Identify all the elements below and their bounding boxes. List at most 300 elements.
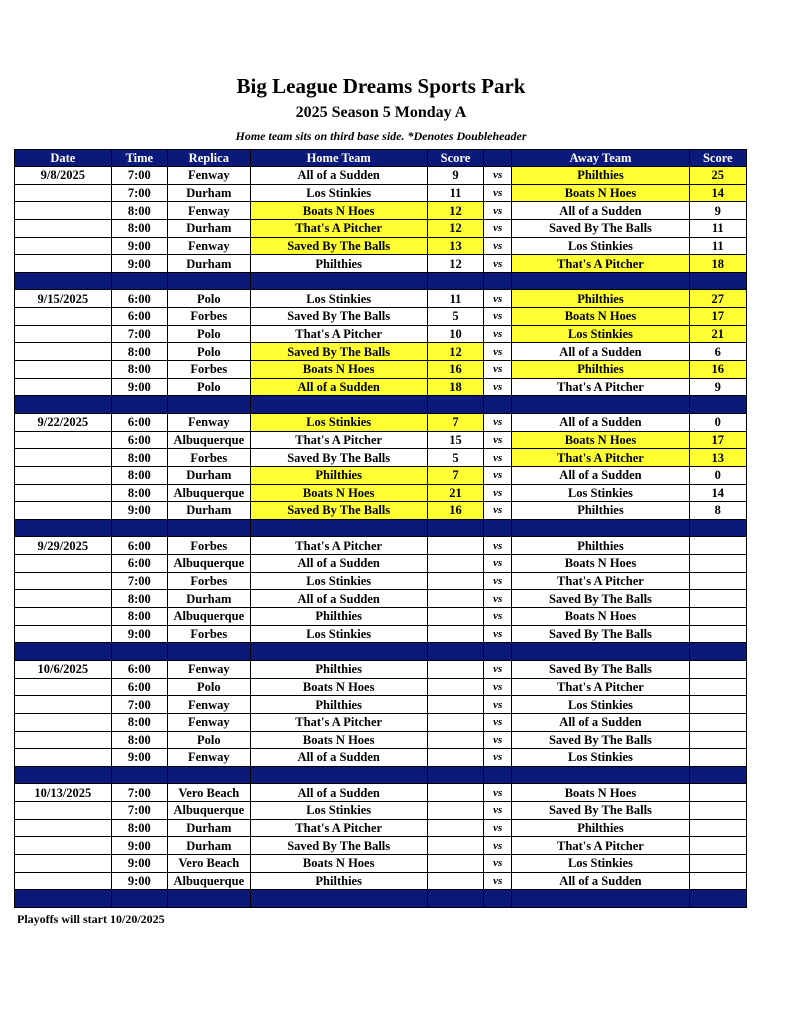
away-team: All of a Sudden	[512, 466, 689, 484]
field-replica: Albuquerque	[168, 484, 251, 502]
field-replica: Forbes	[168, 361, 251, 379]
date-cell-empty	[15, 872, 112, 890]
away-team: Los Stinkies	[512, 854, 689, 872]
away-team: All of a Sudden	[512, 202, 689, 220]
header-date: Date	[15, 150, 112, 167]
home-score: 12	[427, 219, 483, 237]
separator-cell	[512, 890, 689, 908]
date-cell-empty	[15, 449, 112, 467]
game-row	[15, 784, 747, 802]
date-cell-empty	[15, 202, 112, 220]
game-row	[15, 466, 747, 484]
schedule-table	[14, 149, 747, 908]
home-score: 12	[427, 202, 483, 220]
home-team: Philthies	[250, 660, 427, 678]
separator-cell	[111, 643, 167, 661]
home-team: Philthies	[250, 872, 427, 890]
away-score	[689, 537, 746, 555]
vs-label: vs	[484, 237, 512, 255]
field-replica: Polo	[168, 678, 251, 696]
separator-cell	[512, 766, 689, 784]
vs-label: vs	[484, 854, 512, 872]
separator-cell	[168, 766, 251, 784]
vs-label: vs	[484, 731, 512, 749]
field-replica: Fenway	[168, 237, 251, 255]
home-team: Los Stinkies	[250, 572, 427, 590]
away-team: Philthies	[512, 361, 689, 379]
separator-cell	[484, 396, 512, 414]
home-team: Saved By The Balls	[250, 837, 427, 855]
away-score: 11	[689, 219, 746, 237]
game-row	[15, 819, 747, 837]
home-score: 12	[427, 255, 483, 273]
home-team: That's A Pitcher	[250, 219, 427, 237]
home-score	[427, 678, 483, 696]
away-score: 14	[689, 484, 746, 502]
date-cell-empty	[15, 572, 112, 590]
away-score: 8	[689, 502, 746, 520]
separator-cell	[250, 890, 427, 908]
field-replica: Polo	[168, 343, 251, 361]
home-score: 11	[427, 290, 483, 308]
home-team: Los Stinkies	[250, 184, 427, 202]
game-time: 8:00	[111, 449, 167, 467]
away-team: Philthies	[512, 290, 689, 308]
game-time: 6:00	[111, 660, 167, 678]
page-subtitle: 2025 Season 5 Monday A	[295, 104, 467, 121]
date-cell-empty	[15, 590, 112, 608]
game-time: 6:00	[111, 537, 167, 555]
separator-cell	[250, 766, 427, 784]
field-replica: Forbes	[168, 449, 251, 467]
field-replica: Albuquerque	[168, 431, 251, 449]
vs-label: vs	[484, 325, 512, 343]
week-separator	[15, 272, 747, 290]
field-replica: Polo	[168, 325, 251, 343]
separator-cell	[250, 519, 427, 537]
away-score	[689, 854, 746, 872]
game-time: 7:00	[111, 696, 167, 714]
header-replica: Replica	[168, 150, 251, 167]
away-team: Saved By The Balls	[512, 731, 689, 749]
field-replica: Forbes	[168, 572, 251, 590]
vs-label: vs	[484, 784, 512, 802]
home-score: 13	[427, 237, 483, 255]
field-replica: Vero Beach	[168, 854, 251, 872]
vs-label: vs	[484, 255, 512, 273]
vs-label: vs	[484, 802, 512, 820]
game-time: 7:00	[111, 802, 167, 820]
game-time: 8:00	[111, 713, 167, 731]
away-score	[689, 555, 746, 573]
game-row	[15, 361, 747, 379]
away-team: Philthies	[512, 502, 689, 520]
date-cell-empty	[15, 343, 112, 361]
date-cell-empty	[15, 749, 112, 767]
game-row	[15, 555, 747, 573]
game-time: 6:00	[111, 678, 167, 696]
week-separator	[15, 890, 747, 908]
week-separator	[15, 643, 747, 661]
vs-label: vs	[484, 572, 512, 590]
home-score	[427, 555, 483, 573]
vs-label: vs	[484, 167, 512, 185]
game-time: 9:00	[111, 854, 167, 872]
field-replica: Durham	[168, 837, 251, 855]
game-row	[15, 184, 747, 202]
away-team: Los Stinkies	[512, 749, 689, 767]
date-cell-empty	[15, 696, 112, 714]
schedule-body	[15, 167, 747, 908]
away-team: Saved By The Balls	[512, 802, 689, 820]
field-replica: Forbes	[168, 625, 251, 643]
vs-label: vs	[484, 696, 512, 714]
game-time: 9:00	[111, 502, 167, 520]
home-team: Boats N Hoes	[250, 854, 427, 872]
home-score: 10	[427, 325, 483, 343]
separator-cell	[484, 643, 512, 661]
away-team: Philthies	[512, 537, 689, 555]
home-team: Philthies	[250, 255, 427, 273]
header-home-score: Score	[427, 150, 483, 167]
separator-cell	[15, 643, 112, 661]
separator-cell	[427, 519, 483, 537]
home-score	[427, 608, 483, 626]
separator-cell	[484, 272, 512, 290]
game-row	[15, 749, 747, 767]
game-time: 7:00	[111, 184, 167, 202]
home-team: Saved By The Balls	[250, 343, 427, 361]
game-time: 8:00	[111, 484, 167, 502]
away-score: 11	[689, 237, 746, 255]
field-replica: Vero Beach	[168, 784, 251, 802]
home-score	[427, 590, 483, 608]
away-score: 25	[689, 167, 746, 185]
date-cell-empty	[15, 361, 112, 379]
date-cell-empty	[15, 837, 112, 855]
away-score	[689, 572, 746, 590]
date-cell-empty	[15, 713, 112, 731]
home-score: 12	[427, 343, 483, 361]
away-score	[689, 713, 746, 731]
separator-cell	[427, 766, 483, 784]
separator-cell	[15, 396, 112, 414]
home-score: 9	[427, 167, 483, 185]
vs-label: vs	[484, 660, 512, 678]
away-team: Philthies	[512, 167, 689, 185]
home-score	[427, 872, 483, 890]
home-score	[427, 660, 483, 678]
home-team: All of a Sudden	[250, 590, 427, 608]
away-team: All of a Sudden	[512, 872, 689, 890]
separator-cell	[689, 890, 746, 908]
away-team: Saved By The Balls	[512, 219, 689, 237]
header-row	[15, 150, 747, 167]
away-team: Los Stinkies	[512, 237, 689, 255]
separator-cell	[484, 519, 512, 537]
separator-cell	[427, 643, 483, 661]
game-time: 7:00	[111, 784, 167, 802]
home-score	[427, 802, 483, 820]
date-cell-empty	[15, 678, 112, 696]
field-replica: Albuquerque	[168, 872, 251, 890]
away-team: All of a Sudden	[512, 713, 689, 731]
game-time: 8:00	[111, 202, 167, 220]
home-team: That's A Pitcher	[250, 325, 427, 343]
game-row	[15, 837, 747, 855]
date-cell-empty	[15, 608, 112, 626]
home-team: All of a Sudden	[250, 555, 427, 573]
game-row	[15, 537, 747, 555]
game-time: 6:00	[111, 308, 167, 326]
date-cell-empty	[15, 625, 112, 643]
separator-cell	[484, 766, 512, 784]
separator-cell	[250, 272, 427, 290]
game-time: 9:00	[111, 237, 167, 255]
away-score	[689, 872, 746, 890]
home-score	[427, 819, 483, 837]
vs-label: vs	[484, 555, 512, 573]
vs-label: vs	[484, 502, 512, 520]
separator-cell	[168, 396, 251, 414]
field-replica: Polo	[168, 378, 251, 396]
game-row	[15, 660, 747, 678]
home-team: Saved By The Balls	[250, 449, 427, 467]
date-cell-empty	[15, 219, 112, 237]
game-time: 9:00	[111, 378, 167, 396]
away-team: Boats N Hoes	[512, 784, 689, 802]
game-time: 8:00	[111, 731, 167, 749]
away-score	[689, 590, 746, 608]
week-date: 9/8/2025	[15, 167, 112, 185]
away-team: That's A Pitcher	[512, 378, 689, 396]
separator-cell	[427, 890, 483, 908]
away-score	[689, 608, 746, 626]
date-cell-empty	[15, 255, 112, 273]
week-date: 10/13/2025	[15, 784, 112, 802]
home-team: Saved By The Balls	[250, 237, 427, 255]
home-team: Philthies	[250, 608, 427, 626]
vs-label: vs	[484, 819, 512, 837]
away-score	[689, 749, 746, 767]
away-score: 17	[689, 308, 746, 326]
game-row	[15, 325, 747, 343]
home-score	[427, 784, 483, 802]
away-score: 16	[689, 361, 746, 379]
home-team: All of a Sudden	[250, 167, 427, 185]
home-team: Boats N Hoes	[250, 484, 427, 502]
date-cell-empty	[15, 854, 112, 872]
home-team: Philthies	[250, 696, 427, 714]
vs-label: vs	[484, 484, 512, 502]
home-score	[427, 837, 483, 855]
away-team: That's A Pitcher	[512, 255, 689, 273]
field-replica: Albuquerque	[168, 802, 251, 820]
vs-label: vs	[484, 625, 512, 643]
vs-label: vs	[484, 202, 512, 220]
vs-label: vs	[484, 749, 512, 767]
vs-label: vs	[484, 537, 512, 555]
home-score: 15	[427, 431, 483, 449]
vs-label: vs	[484, 449, 512, 467]
field-replica: Fenway	[168, 713, 251, 731]
game-time: 8:00	[111, 219, 167, 237]
home-score: 21	[427, 484, 483, 502]
separator-cell	[168, 890, 251, 908]
away-score: 9	[689, 202, 746, 220]
field-replica: Fenway	[168, 413, 251, 431]
away-team: That's A Pitcher	[512, 837, 689, 855]
field-replica: Durham	[168, 184, 251, 202]
home-score: 7	[427, 466, 483, 484]
home-team: Los Stinkies	[250, 413, 427, 431]
field-replica: Durham	[168, 255, 251, 273]
separator-cell	[689, 396, 746, 414]
week-date: 9/22/2025	[15, 413, 112, 431]
date-cell-empty	[15, 731, 112, 749]
separator-cell	[484, 890, 512, 908]
separator-cell	[111, 272, 167, 290]
away-team: Los Stinkies	[512, 325, 689, 343]
date-cell-empty	[15, 184, 112, 202]
game-row	[15, 678, 747, 696]
week-date: 9/29/2025	[15, 537, 112, 555]
separator-cell	[15, 890, 112, 908]
home-score	[427, 625, 483, 643]
game-time: 6:00	[111, 290, 167, 308]
home-score	[427, 537, 483, 555]
vs-label: vs	[484, 608, 512, 626]
header-away-score: Score	[689, 150, 746, 167]
home-score	[427, 696, 483, 714]
date-cell-empty	[15, 378, 112, 396]
away-score: 21	[689, 325, 746, 343]
away-score: 18	[689, 255, 746, 273]
game-row	[15, 167, 747, 185]
date-cell-empty	[15, 484, 112, 502]
away-team: Boats N Hoes	[512, 308, 689, 326]
separator-cell	[15, 766, 112, 784]
home-score: 5	[427, 308, 483, 326]
away-score: 0	[689, 413, 746, 431]
game-row	[15, 802, 747, 820]
away-score	[689, 696, 746, 714]
game-time: 6:00	[111, 555, 167, 573]
game-row	[15, 308, 747, 326]
separator-cell	[168, 272, 251, 290]
away-team: Saved By The Balls	[512, 590, 689, 608]
home-score: 5	[427, 449, 483, 467]
game-row	[15, 484, 747, 502]
away-team: Boats N Hoes	[512, 608, 689, 626]
game-time: 9:00	[111, 749, 167, 767]
date-cell-empty	[15, 431, 112, 449]
game-row	[15, 378, 747, 396]
home-team: Saved By The Balls	[250, 308, 427, 326]
home-team: Philthies	[250, 466, 427, 484]
home-score	[427, 749, 483, 767]
vs-label: vs	[484, 361, 512, 379]
home-team: That's A Pitcher	[250, 819, 427, 837]
away-team: That's A Pitcher	[512, 572, 689, 590]
game-row	[15, 590, 747, 608]
away-score: 9	[689, 378, 746, 396]
game-row	[15, 625, 747, 643]
field-replica: Fenway	[168, 202, 251, 220]
vs-label: vs	[484, 837, 512, 855]
home-score: 7	[427, 413, 483, 431]
field-replica: Durham	[168, 819, 251, 837]
game-row	[15, 608, 747, 626]
home-score	[427, 731, 483, 749]
game-row	[15, 502, 747, 520]
field-replica: Polo	[168, 290, 251, 308]
date-cell-empty	[15, 237, 112, 255]
away-team: All of a Sudden	[512, 413, 689, 431]
away-score	[689, 660, 746, 678]
vs-label: vs	[484, 678, 512, 696]
field-replica: Fenway	[168, 167, 251, 185]
schedule-note: Home team sits on third base side. *Denotes Doubleheader	[235, 129, 527, 143]
game-time: 6:00	[111, 431, 167, 449]
away-team: Los Stinkies	[512, 696, 689, 714]
separator-cell	[111, 766, 167, 784]
separator-cell	[168, 643, 251, 661]
home-team: Boats N Hoes	[250, 361, 427, 379]
separator-cell	[111, 396, 167, 414]
field-replica: Albuquerque	[168, 555, 251, 573]
field-replica: Fenway	[168, 749, 251, 767]
home-team: That's A Pitcher	[250, 431, 427, 449]
separator-cell	[689, 519, 746, 537]
game-row	[15, 713, 747, 731]
field-replica: Polo	[168, 731, 251, 749]
date-cell-empty	[15, 325, 112, 343]
game-row	[15, 255, 747, 273]
game-time: 6:00	[111, 413, 167, 431]
vs-label: vs	[484, 308, 512, 326]
game-time: 9:00	[111, 625, 167, 643]
away-team: All of a Sudden	[512, 343, 689, 361]
home-team: Saved By The Balls	[250, 502, 427, 520]
date-cell-empty	[15, 502, 112, 520]
game-time: 8:00	[111, 819, 167, 837]
separator-cell	[689, 643, 746, 661]
away-team: Boats N Hoes	[512, 184, 689, 202]
away-score	[689, 819, 746, 837]
away-score: 14	[689, 184, 746, 202]
away-team: Los Stinkies	[512, 484, 689, 502]
home-score	[427, 854, 483, 872]
header-home-team: Home Team	[250, 150, 427, 167]
game-row	[15, 696, 747, 714]
home-score: 16	[427, 361, 483, 379]
vs-label: vs	[484, 590, 512, 608]
page-title: Big League Dreams Sports Park	[236, 74, 526, 98]
away-score	[689, 678, 746, 696]
game-row	[15, 202, 747, 220]
home-score	[427, 713, 483, 731]
away-score	[689, 784, 746, 802]
field-replica: Albuquerque	[168, 608, 251, 626]
away-score	[689, 802, 746, 820]
separator-cell	[512, 396, 689, 414]
game-row	[15, 237, 747, 255]
home-team: Boats N Hoes	[250, 678, 427, 696]
game-row	[15, 290, 747, 308]
field-replica: Forbes	[168, 308, 251, 326]
separator-cell	[427, 396, 483, 414]
